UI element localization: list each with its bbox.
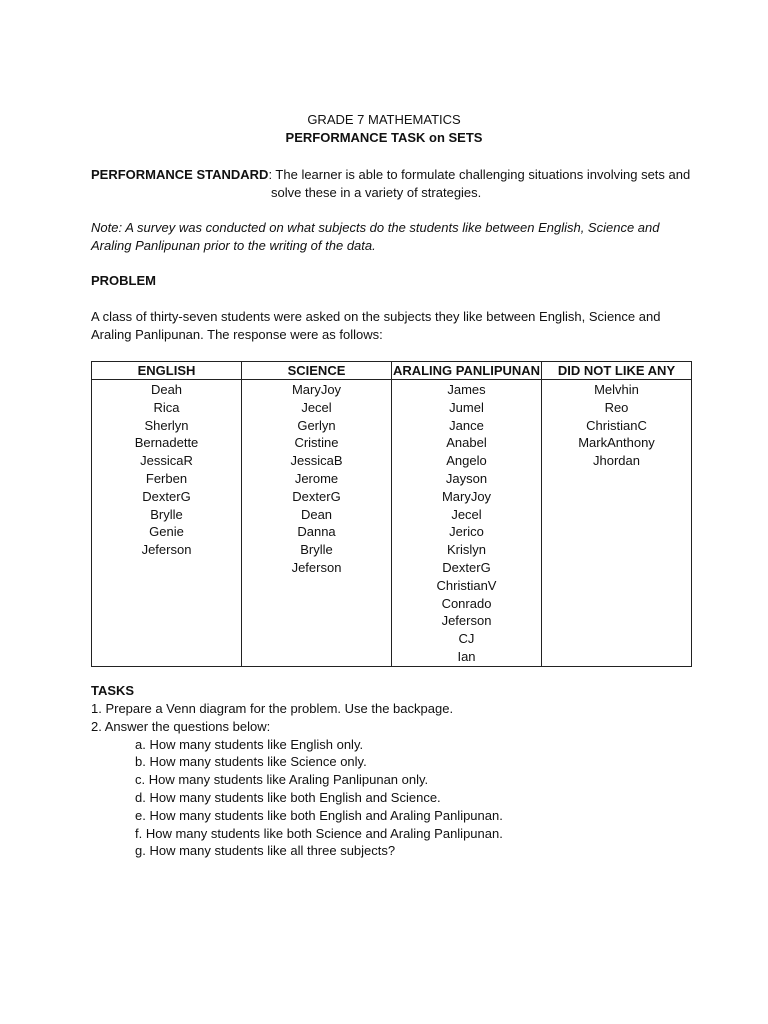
performance-standard-text-1: : The learner is able to formulate challenging situations involving sets and bbox=[268, 167, 691, 182]
task-item-2: 2. Answer the questions below: bbox=[91, 718, 271, 734]
student-name: Conrado bbox=[441, 595, 492, 611]
document-title: PERFORMANCE TASK on SETS bbox=[285, 130, 483, 145]
question-f: f. How many students like both Science and Araling Panlipunan. bbox=[135, 825, 503, 841]
student-name: Jerome bbox=[294, 470, 339, 486]
student-name: Ian bbox=[457, 648, 476, 664]
column-header-araling-panlipunan: ARALING PANLIPUNAN bbox=[392, 362, 541, 378]
question-d: d. How many students like both English and Science. bbox=[135, 789, 441, 805]
performance-standard-label: PERFORMANCE STANDARD bbox=[91, 167, 269, 182]
tasks-list bbox=[91, 700, 503, 860]
student-name: Melvhin bbox=[594, 382, 639, 397]
question-a: a. How many students like English only. bbox=[135, 736, 364, 752]
task-item-1: 1. Prepare a Venn diagram for the problem. Use the backpage. bbox=[91, 701, 454, 716]
student-name: Jecel bbox=[301, 399, 332, 415]
student-name: DexterG bbox=[442, 559, 491, 575]
student-name: Jeferson bbox=[141, 542, 192, 558]
student-name: Jeferson bbox=[441, 613, 492, 629]
student-name: Anabel bbox=[446, 435, 487, 451]
table-row bbox=[92, 380, 692, 667]
column-araling-panlipunan bbox=[392, 380, 542, 667]
student-name: Jumel bbox=[449, 399, 484, 415]
tasks-heading: TASKS bbox=[91, 683, 135, 698]
problem-heading: PROBLEM bbox=[91, 273, 156, 288]
student-name: Brylle bbox=[150, 506, 183, 522]
column-header-science: SCIENCE bbox=[242, 362, 392, 380]
performance-standard bbox=[91, 166, 691, 202]
student-name: ChristianC bbox=[586, 417, 647, 433]
question-e: e. How many students like both English and Araling Panlipunan. bbox=[135, 807, 503, 823]
survey-table bbox=[91, 361, 692, 667]
student-name: Angelo bbox=[446, 453, 487, 469]
student-name: Gerlyn bbox=[297, 417, 336, 433]
student-name: JessicaR bbox=[140, 453, 193, 469]
student-name: Dean bbox=[300, 506, 333, 522]
student-name: Jecel bbox=[451, 506, 482, 522]
student-name: Jhordan bbox=[593, 453, 640, 469]
student-name: CJ bbox=[458, 631, 475, 647]
student-name: Jerico bbox=[449, 524, 484, 540]
student-name: MaryJoy bbox=[441, 488, 492, 504]
problem-text: A class of thirty-seven students were asked on the subjects they like between English, Science and Araling Panlipunan. The response were as follows: bbox=[91, 309, 661, 342]
student-name: DexterG bbox=[292, 488, 341, 504]
student-name: Jayson bbox=[445, 470, 488, 486]
table-header-row bbox=[92, 362, 692, 380]
column-english bbox=[92, 380, 242, 667]
question-b: b. How many students like Science only. bbox=[135, 754, 367, 770]
column-header-did-not-like-any: DID NOT LIKE ANY bbox=[542, 362, 692, 380]
student-name: MaryJoy bbox=[291, 382, 342, 397]
student-name: Brylle bbox=[300, 542, 333, 558]
student-name: DexterG bbox=[142, 488, 191, 504]
student-name: Cristine bbox=[294, 435, 339, 451]
student-name: MarkAnthony bbox=[578, 435, 655, 451]
survey-note: Note: A survey was conducted on what subjects do the students like between English, Science and Araling Panlipunan prior to the writing of the data. bbox=[91, 220, 660, 253]
question-g: g. How many students like all three subjects? bbox=[135, 843, 396, 859]
column-science bbox=[242, 380, 392, 667]
student-name: JessicaB bbox=[290, 453, 343, 469]
student-name: Danna bbox=[297, 524, 336, 540]
student-name: Jeferson bbox=[291, 559, 342, 575]
student-name: Reo bbox=[604, 399, 629, 415]
student-name: Rica bbox=[153, 399, 180, 415]
student-name: Sherlyn bbox=[144, 417, 189, 433]
student-name: James bbox=[447, 382, 486, 397]
student-name: Krislyn bbox=[446, 542, 486, 558]
column-did-not-like-any bbox=[542, 380, 692, 667]
student-name: Deah bbox=[150, 382, 183, 397]
column-header-english: ENGLISH bbox=[92, 362, 242, 380]
student-name: Bernadette bbox=[134, 435, 199, 451]
student-name: ChristianV bbox=[436, 577, 497, 593]
student-name: Ferben bbox=[145, 470, 188, 486]
student-name: Jance bbox=[449, 417, 484, 433]
document-subject-title: GRADE 7 MATHEMATICS bbox=[307, 112, 461, 127]
performance-standard-text-2: solve these in a variety of strategies. bbox=[271, 185, 482, 200]
student-name: Genie bbox=[149, 524, 184, 540]
question-c: c. How many students like Araling Panlipunan only. bbox=[135, 772, 429, 788]
